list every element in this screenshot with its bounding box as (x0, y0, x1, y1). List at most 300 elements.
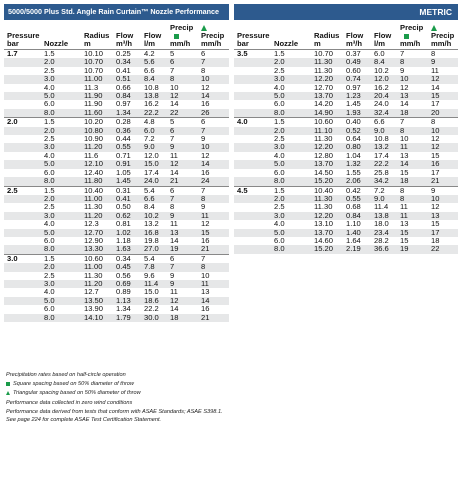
cell-nozzle: 4.0 (44, 219, 55, 229)
cell-precip-square: 14 (170, 304, 179, 314)
cell-radius: 10.70 (84, 65, 104, 75)
cell-radius: 14.10 (81, 314, 113, 322)
cell-radius: 10.60 (81, 254, 113, 263)
right-header-precip-square: Precip mm/h (397, 20, 428, 50)
cell-radius: 12.80 (314, 150, 334, 160)
cell-flow-m3h: 0.74 (343, 75, 371, 83)
cell-flow-m3h: 0.42 (343, 186, 371, 195)
cell-pressure (234, 84, 271, 92)
cell-flow-m3h: 0.89 (116, 287, 131, 297)
cell-flow-m3h: 1.18 (116, 235, 131, 245)
cell-precip-square: 12 (167, 297, 198, 305)
cell-flow-lm: 23.4 (371, 229, 397, 237)
cell-flow-m3h: 1.34 (116, 304, 131, 314)
cell-pressure (234, 245, 271, 253)
cell-radius: 14.50 (314, 167, 334, 177)
left-table-body (4, 50, 229, 323)
cell-precip-square: 5 (167, 118, 198, 127)
cell-radius: 11.20 (81, 280, 113, 288)
cell-nozzle: 6.0 (44, 235, 55, 245)
left-header-pressure: Pressure bar (4, 20, 41, 50)
cell-pressure (4, 58, 41, 66)
cell-radius: 12.10 (81, 160, 113, 168)
cell-radius: 11.20 (81, 212, 113, 220)
cell-nozzle: 4.0 (274, 219, 285, 229)
cell-precip-square: 9 (400, 65, 405, 75)
cell-precip-triangle: 12 (431, 134, 440, 144)
cell-precip-triangle: 9 (201, 134, 206, 144)
cell-flow-lm: 17.4 (144, 167, 159, 177)
cell-precip-square: 8 (397, 186, 428, 195)
cell-precip-triangle: 10 (428, 195, 458, 203)
cell-radius: 13.70 (311, 160, 343, 168)
cell-precip-triangle: 15 (198, 229, 229, 237)
cell-flow-lm: 16.2 (374, 82, 389, 92)
cell-precip-square: 15 (400, 235, 409, 245)
cell-pressure (234, 212, 271, 220)
cell-precip-square: 19 (167, 245, 198, 254)
cell-nozzle: 2.0 (271, 127, 311, 135)
cell-pressure: 2.0 (4, 118, 41, 127)
green-square-icon (404, 34, 409, 39)
cell-flow-m3h: 0.66 (116, 82, 131, 92)
cell-flow-m3h: 0.62 (113, 212, 141, 220)
cell-precip-square: 11 (397, 143, 428, 151)
cell-flow-m3h: 0.51 (113, 75, 141, 83)
cell-pressure (4, 135, 41, 143)
cell-nozzle: 2.5 (274, 65, 285, 75)
cell-flow-m3h: 0.36 (113, 127, 141, 135)
footnote-zero-wind: Performance data collected in zero wind conditions (6, 399, 133, 406)
cell-flow-m3h: 2.06 (343, 177, 371, 186)
cell-precip-square: 13 (400, 219, 409, 229)
cell-precip-triangle: 22 (428, 245, 458, 253)
cell-radius: 11.90 (81, 92, 113, 100)
cell-flow-lm: 11.4 (374, 202, 389, 212)
cell-radius: 11.20 (81, 143, 113, 151)
cell-pressure (234, 195, 271, 203)
cell-pressure (4, 152, 41, 160)
cell-precip-square: 10 (397, 75, 428, 83)
cell-precip-square: 8 (167, 75, 198, 83)
cell-precip-triangle: 8 (428, 50, 458, 59)
cell-precip-square: 11 (400, 202, 408, 212)
cell-nozzle: 5.0 (41, 297, 81, 305)
table-row (4, 314, 229, 322)
cell-precip-triangle: 7 (198, 58, 229, 66)
cell-nozzle: 3.0 (41, 212, 81, 220)
green-triangle-icon (6, 391, 10, 395)
cell-nozzle: 8.0 (271, 177, 311, 186)
cell-flow-lm: 20.4 (371, 92, 397, 100)
left-performance-table (4, 20, 229, 322)
cell-precip-square: 7 (170, 65, 175, 75)
cell-precip-triangle: 9 (428, 58, 458, 66)
cell-radius: 11.00 (81, 75, 113, 83)
cell-flow-m3h: 0.25 (113, 50, 141, 59)
cell-precip-triangle: 12 (431, 202, 440, 212)
cell-flow-m3h: 0.56 (116, 270, 131, 280)
cell-pressure: 4.0 (234, 118, 271, 127)
cell-flow-m3h: 0.37 (343, 50, 371, 59)
cell-pressure: 4.5 (234, 186, 271, 195)
cell-radius: 11.30 (311, 195, 343, 203)
right-header-row (234, 20, 458, 50)
cell-flow-lm: 18.6 (141, 297, 167, 305)
cell-nozzle: 1.5 (271, 50, 311, 59)
cell-precip-square: 5 (167, 50, 198, 59)
cell-nozzle: 5.0 (41, 229, 81, 237)
cell-pressure (4, 220, 41, 228)
cell-radius: 12.70 (81, 229, 113, 237)
cell-flow-m3h: 1.05 (116, 167, 131, 177)
table-row (4, 177, 229, 186)
cell-precip-triangle: 6 (198, 118, 229, 127)
cell-precip-square: 14 (170, 99, 179, 109)
green-square-icon (6, 382, 10, 386)
cell-flow-lm: 10.8 (144, 82, 159, 92)
cell-flow-lm: 6.0 (371, 50, 397, 59)
right-header-pressure: Pressure bar (234, 20, 271, 50)
cell-precip-square: 8 (397, 58, 428, 66)
left-header-radius: Radius m (81, 20, 113, 50)
cell-nozzle: 2.5 (44, 270, 55, 280)
cell-radius: 11.30 (311, 58, 343, 66)
cell-radius: 11.3 (84, 82, 99, 92)
cell-pressure (4, 280, 41, 288)
left-panel-title: 5000/5000 Plus Std. Angle Rain Curtain™ Nozzle Performance (4, 4, 229, 20)
cell-pressure (4, 203, 41, 211)
cell-radius: 12.20 (311, 143, 343, 151)
cell-flow-m3h: 0.34 (113, 254, 141, 263)
cell-flow-m3h: 0.91 (113, 160, 141, 168)
cell-flow-m3h: 0.49 (343, 58, 371, 66)
cell-precip-triangle: 8 (428, 118, 458, 127)
cell-flow-lm: 6.0 (141, 127, 167, 135)
cell-radius: 12.90 (84, 235, 104, 245)
cell-radius: 13.70 (311, 229, 343, 237)
cell-flow-m3h: 1.79 (113, 314, 141, 322)
cell-flow-m3h: 0.84 (113, 92, 141, 100)
cell-radius: 10.10 (81, 50, 113, 59)
cell-flow-m3h: 0.68 (346, 202, 361, 212)
cell-nozzle: 3.0 (41, 280, 81, 288)
cell-flow-m3h: 1.34 (113, 109, 141, 118)
cell-pressure (234, 135, 271, 143)
cell-flow-lm: 4.8 (141, 118, 167, 127)
footnote-square-spacing: Square spacing based on 50% diameter of throw (6, 380, 306, 389)
cell-radius: 12.20 (311, 75, 343, 83)
cell-nozzle: 3.0 (271, 143, 311, 151)
cell-precip-square: 11 (170, 287, 178, 297)
cell-nozzle: 6.0 (44, 304, 55, 314)
cell-flow-m3h: 0.28 (113, 118, 141, 127)
cell-radius: 10.90 (84, 134, 104, 144)
cell-flow-m3h: 0.45 (113, 263, 141, 271)
cell-radius: 12.7 (84, 287, 99, 297)
cell-flow-m3h: 0.84 (343, 212, 371, 220)
footnote-asae-standards: Performance data derived from tests that conform with ASAE Standards; ASAE S398.1. (6, 408, 223, 415)
cell-flow-m3h: 1.13 (113, 297, 141, 305)
cell-nozzle: 5.0 (41, 160, 81, 168)
cell-precip-triangle: 6 (198, 50, 229, 59)
cell-flow-lm: 10.2 (374, 65, 389, 75)
cell-flow-m3h: 0.60 (346, 65, 361, 75)
cell-nozzle: 8.0 (271, 109, 311, 118)
cell-radius: 10.70 (81, 58, 113, 66)
cell-radius: 14.60 (314, 235, 334, 245)
cell-precip-triangle: 14 (431, 82, 440, 92)
cell-nozzle: 1.5 (41, 254, 81, 263)
cell-flow-lm: 5.4 (141, 254, 167, 263)
cell-nozzle: 2.0 (271, 58, 311, 66)
footnote-half-circle: Precipitation rates based on half-circle operation (6, 372, 126, 378)
cell-precip-triangle: 20 (428, 109, 458, 118)
cell-radius: 10.20 (81, 118, 113, 127)
cell-precip-triangle: 8 (198, 195, 229, 203)
cell-flow-m3h: 1.63 (113, 245, 141, 254)
cell-pressure (4, 288, 41, 296)
cell-nozzle: 8.0 (41, 109, 81, 118)
left-header-nozzle: Nozzle (41, 20, 81, 50)
cell-nozzle: 5.0 (271, 229, 311, 237)
cell-flow-lm: 27.0 (141, 245, 167, 254)
cell-flow-m3h: 1.55 (346, 167, 361, 177)
footnotes (6, 371, 306, 424)
left-header-precip-triangle: Precip mm/h (198, 20, 229, 50)
cell-precip-triangle: 12 (428, 75, 458, 83)
cell-precip-triangle: 16 (201, 235, 210, 245)
cell-pressure (4, 143, 41, 151)
cell-pressure (4, 92, 41, 100)
cell-precip-triangle: 7 (198, 186, 229, 195)
cell-flow-lm: 8.4 (371, 58, 397, 66)
cell-precip-triangle: 9 (428, 186, 458, 195)
cell-flow-m3h: 1.93 (343, 109, 371, 118)
cell-flow-lm: 13.2 (144, 219, 159, 229)
cell-precip-square: 6 (167, 127, 198, 135)
cell-precip-square: 14 (397, 160, 428, 168)
cell-precip-triangle: 11 (198, 212, 229, 220)
cell-nozzle: 5.0 (271, 160, 311, 168)
cell-precip-square: 8 (170, 202, 175, 212)
cell-flow-m3h: 0.64 (346, 134, 361, 144)
cell-radius: 10.80 (81, 127, 113, 135)
cell-radius: 13.30 (81, 245, 113, 254)
cell-pressure (4, 160, 41, 168)
cell-precip-triangle: 21 (428, 177, 458, 186)
right-header-radius: Radius m (311, 20, 343, 50)
cell-precip-triangle: 16 (428, 160, 458, 168)
cell-flow-lm: 6.6 (144, 65, 155, 75)
cell-pressure (234, 92, 271, 100)
cell-precip-square: 13 (400, 150, 409, 160)
cell-flow-lm: 32.4 (371, 109, 397, 118)
cell-nozzle: 2.0 (41, 58, 81, 66)
cell-flow-m3h: 0.81 (116, 219, 131, 229)
cell-flow-m3h: 0.41 (113, 195, 141, 203)
cell-flow-lm: 4.2 (141, 50, 167, 59)
cell-flow-lm: 12.0 (144, 150, 159, 160)
cell-precip-triangle: 26 (198, 109, 229, 118)
cell-flow-m3h: 0.31 (113, 186, 141, 195)
cell-nozzle: 6.0 (274, 167, 285, 177)
left-header-flow-m3h: Flow m³/h (113, 20, 141, 50)
cell-pressure (4, 272, 41, 280)
cell-nozzle: 3.0 (41, 75, 81, 83)
cell-radius: 12.40 (84, 167, 104, 177)
cell-flow-m3h: 2.19 (343, 245, 371, 253)
cell-flow-m3h: 0.71 (116, 150, 131, 160)
cell-nozzle: 2.0 (271, 195, 311, 203)
cell-pressure (234, 220, 271, 228)
cell-nozzle: 2.5 (44, 65, 55, 75)
cell-flow-m3h: 0.69 (113, 280, 141, 288)
table-row (4, 245, 229, 254)
cell-nozzle: 2.0 (41, 263, 81, 271)
cell-precip-square: 7 (397, 50, 428, 59)
cell-nozzle: 4.0 (44, 82, 55, 92)
cell-flow-lm: 36.6 (371, 245, 397, 253)
cell-pressure (4, 195, 41, 203)
table-row (234, 245, 458, 253)
cell-radius: 14.20 (314, 99, 334, 109)
cell-nozzle: 8.0 (271, 245, 311, 253)
cell-flow-m3h: 1.32 (343, 160, 371, 168)
cell-radius: 10.40 (81, 186, 113, 195)
cell-flow-lm: 30.0 (141, 314, 167, 322)
cell-flow-m3h: 0.34 (113, 58, 141, 66)
cell-flow-lm: 9.0 (141, 143, 167, 151)
cell-radius: 11.10 (311, 127, 343, 135)
cell-precip-square: 7 (170, 134, 175, 144)
cell-radius: 11.80 (81, 177, 113, 186)
cell-pressure (234, 152, 271, 160)
cell-radius: 10.60 (311, 118, 343, 127)
cell-radius: 11.30 (84, 202, 103, 212)
cell-flow-m3h: 0.80 (343, 143, 371, 151)
cell-flow-lm: 25.8 (374, 167, 389, 177)
cell-radius: 11.30 (314, 202, 333, 212)
cell-radius: 11.00 (81, 195, 113, 203)
cell-precip-triangle: 14 (198, 160, 229, 168)
cell-flow-m3h: 1.04 (346, 150, 361, 160)
cell-radius: 15.20 (311, 177, 343, 186)
cell-radius: 15.20 (311, 245, 343, 253)
cell-flow-m3h: 0.52 (343, 127, 371, 135)
cell-precip-triangle: 7 (198, 254, 229, 263)
cell-radius: 10.40 (311, 186, 343, 195)
right-header-flow-m3h: Flow m³/h (343, 20, 371, 50)
cell-flow-lm: 34.2 (371, 177, 397, 186)
cell-nozzle: 1.5 (271, 118, 311, 127)
green-square-icon (174, 34, 179, 39)
cell-flow-lm: 24.0 (141, 177, 167, 186)
cell-precip-triangle: 10 (201, 270, 210, 280)
table-row (234, 177, 458, 186)
cell-nozzle: 3.0 (271, 75, 311, 83)
right-header-flow-lm: Flow l/m (371, 20, 397, 50)
cell-precip-square: 12 (167, 92, 198, 100)
cell-flow-m3h: 0.55 (113, 143, 141, 151)
cell-flow-lm: 7.8 (141, 263, 167, 271)
cell-precip-triangle: 17 (431, 99, 440, 109)
cell-precip-square: 12 (167, 160, 198, 168)
cell-pressure (234, 169, 271, 177)
cell-precip-triangle: 8 (198, 263, 229, 271)
right-table-body (234, 50, 458, 254)
cell-precip-triangle: 13 (428, 212, 458, 220)
cell-flow-lm: 12.0 (371, 75, 397, 83)
cell-radius: 11.6 (84, 150, 99, 160)
left-header-precip-square: Precip mm/h (167, 20, 198, 50)
cell-precip-triangle: 21 (198, 314, 229, 322)
cell-flow-lm: 6.6 (141, 195, 167, 203)
cell-precip-triangle: 16 (201, 167, 210, 177)
cell-flow-m3h: 1.02 (113, 229, 141, 237)
right-performance-table (234, 20, 458, 254)
cell-pressure (234, 177, 271, 186)
cell-radius: 13.50 (81, 297, 113, 305)
cell-nozzle: 2.0 (41, 127, 81, 135)
cell-precip-triangle: 11 (198, 280, 229, 288)
cell-flow-lm: 16.8 (141, 229, 167, 237)
cell-radius: 11.60 (81, 109, 113, 118)
cell-pressure (4, 229, 41, 237)
cell-flow-lm: 6.6 (371, 118, 397, 127)
cell-precip-triangle: 18 (431, 235, 440, 245)
cell-nozzle: 3.0 (271, 212, 311, 220)
cell-radius: 12.3 (84, 219, 99, 229)
cell-flow-lm: 24.0 (374, 99, 389, 109)
left-performance-panel (4, 4, 229, 322)
cell-flow-lm: 10.8 (374, 134, 389, 144)
cell-precip-square: 11 (397, 212, 428, 220)
cell-precip-triangle: 16 (201, 99, 210, 109)
cell-nozzle: 4.0 (274, 150, 285, 160)
cell-radius: 12.70 (314, 82, 334, 92)
cell-radius: 14.90 (311, 109, 343, 118)
cell-nozzle: 6.0 (44, 167, 55, 177)
cell-pressure (234, 160, 271, 168)
cell-flow-m3h: 0.97 (346, 82, 361, 92)
cell-flow-lm: 5.6 (141, 58, 167, 66)
cell-precip-triangle: 17 (431, 167, 440, 177)
cell-nozzle: 2.0 (41, 195, 81, 203)
cell-radius: 11.00 (81, 263, 113, 271)
cell-nozzle: 2.5 (274, 202, 285, 212)
cell-nozzle: 2.5 (44, 202, 55, 212)
cell-radius: 13.10 (314, 219, 334, 229)
cell-pressure (234, 58, 271, 66)
cell-flow-m3h: 1.40 (343, 229, 371, 237)
cell-pressure (234, 229, 271, 237)
cell-nozzle: 2.5 (274, 134, 285, 144)
cell-pressure: 1.7 (4, 50, 41, 59)
cell-radius: 13.70 (311, 92, 343, 100)
cell-nozzle: 4.0 (44, 287, 55, 297)
cell-pressure (4, 314, 41, 322)
cell-nozzle: 1.5 (271, 186, 311, 195)
cell-precip-triangle: 15 (431, 150, 440, 160)
cell-radius: 12.20 (311, 212, 343, 220)
cell-flow-m3h: 1.45 (346, 99, 361, 109)
cell-flow-m3h: 0.55 (343, 195, 371, 203)
cell-pressure: 3.5 (234, 50, 271, 59)
cell-pressure (4, 84, 41, 92)
cell-flow-lm: 22.2 (141, 109, 167, 118)
cell-precip-triangle: 9 (201, 202, 206, 212)
